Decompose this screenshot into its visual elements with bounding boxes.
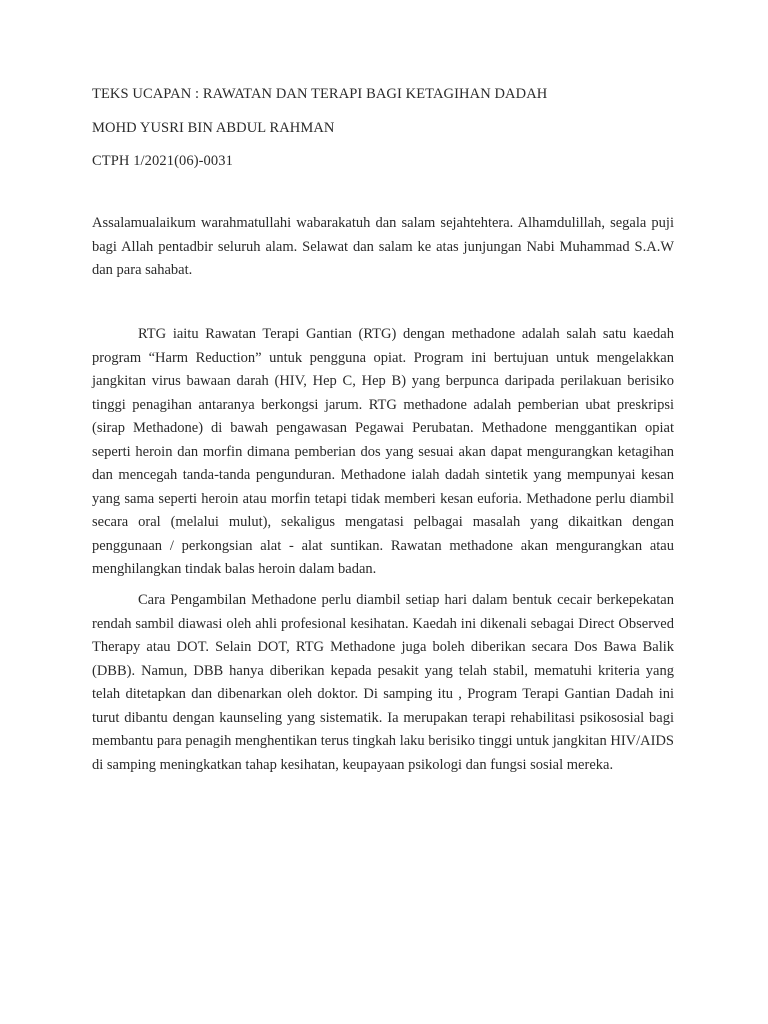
body-paragraph-rtg: RTG iaitu Rawatan Terapi Gantian (RTG) dengan methadone adalah salah satu kaedah program “Harm Reduction” untuk pengguna opiat. Program ini bertujuan untuk mengelakkan jangkitan virus bawaan darah (HIV, Hep C, Hep B) yang berpunca daripada perilakuan berisiko tinggi penagihan antaranya berkongsi jarum. RTG methadone adalah pemberian ubat preskripsi (sirap Methadone) di bawah pengawasan Pegawai Perubatan. Methadone menggantikan opiat seperti heroin dan morfin dimana pemberian dos yang sesuai akan dapat mengurangkan ketagihan dan mencegah tanda-tanda pengunduran. Methadone ialah dadah sintetik yang mempunyai kesan yang sama seperti heroin atau morfin tetapi tidak memberi kesan euforia. Methadone perlu diambil secara oral (melalui mulut), sekaligus mengatasi pelbagai masalah yang dikaitkan dengan penggunaan / perkongsian alat - alat suntikan. Rawatan methadone akan mengurangkan atau menghilangkan tindak balas heroin dalam badan. bbox=[92, 326, 674, 577]
document-title: TEKS UCAPAN : RAWATAN DAN TERAPI BAGI KETAGIHAN DADAH bbox=[92, 86, 548, 102]
reference-number: CTPH 1/2021(06)-0031 bbox=[92, 153, 233, 169]
body-paragraph-cara-pengambilan: Cara Pengambilan Methadone perlu diambil setiap hari dalam bentuk cecair berkepekatan rendah sambil diawasi oleh ahli profesional kesihatan. Kaedah ini dikenali sebagai Direct Observed Therapy atau DOT. Selain DOT, RTG Methadone juga boleh diberikan secara Dos Bawa Balik (DBB). Namun, DBB hanya diberikan kepada pesakit yang telah stabil, mematuhi kriteria yang telah ditetapkan dan dibenarkan oleh doktor. Di samping itu , Program Terapi Gantian Dadah ini turut dibantu dengan kaunseling yang sistematik. Ia merupakan terapi rehabilitasi psikososial bagi membantu para penagih menghentikan terus tingkah laku berisiko tinggi untuk jangkitan HIV/AIDS di samping meningkatkan tahap kesihatan, keupayaan psikologi dan fungsi sosial mereka. bbox=[92, 592, 674, 773]
author-name: MOHD YUSRI BIN ABDUL RAHMAN bbox=[92, 120, 335, 136]
greeting-paragraph: Assalamualaikum warahmatullahi wabarakatuh dan salam sejahtehtera. Alhamdulillah, segala puji bagi Allah pentadbir seluruh alam. Selawat dan salam ke atas junjungan Nabi Muhammad S.A.W dan para sahabat. bbox=[92, 215, 674, 278]
